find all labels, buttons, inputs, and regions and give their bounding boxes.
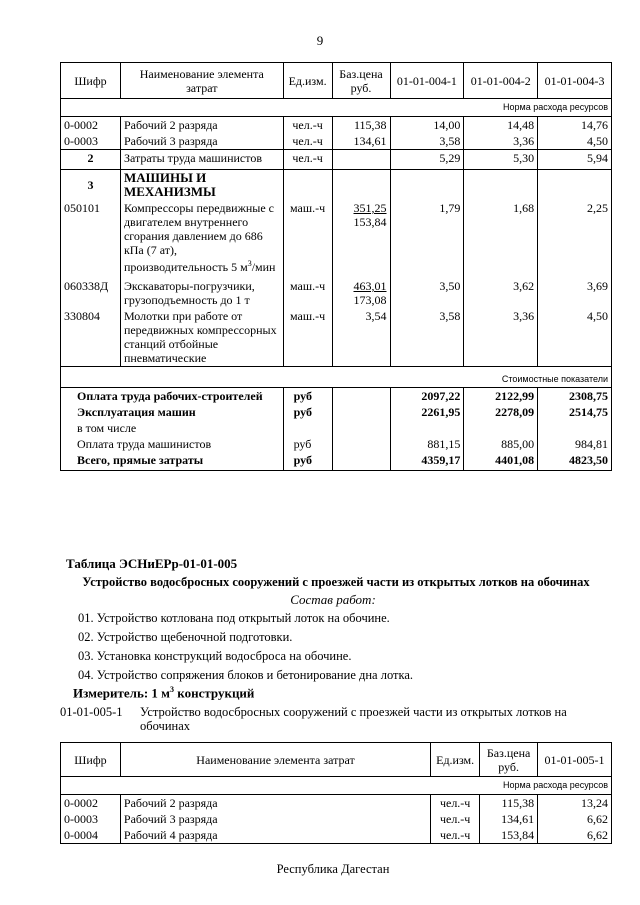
cost-row: Оплата труда рабочих-строителей руб 2097,22 2122,99 2308,75	[61, 388, 612, 405]
cost-row: Эксплуатация машин руб 2261,95 2278,09 2514,75	[61, 404, 612, 420]
table-row: 2 Затраты труда машинистов чел.-ч 5,29 5,30 5,94	[61, 150, 612, 170]
table-header-row	[61, 63, 612, 99]
cost-row: Оплата труда машинистов руб 881,15 885,00 984,81	[61, 436, 612, 452]
meter-line: Измеритель: 1 $м^3$ конструкций	[73, 685, 255, 701]
table-row: 0-0004 Рабочий 4 разряда чел.-ч 153,84 6,62	[61, 827, 612, 844]
header-price: Баз.цена руб.	[480, 743, 538, 777]
table-row: 330804 Молотки при работе от передвижных компрессорных станций отбойные пневматические маш.-ч 3,54 3,58 3,36 4,50	[61, 308, 612, 367]
header-price: Баз.цена руб.	[332, 63, 390, 99]
header-col3: 01-01-004-3	[538, 63, 612, 99]
table-row: 0-0002 Рабочий 2 разряда чел.-ч 115,38 13,24	[61, 795, 612, 812]
header-unit: Ед.изм.	[283, 63, 332, 99]
work-item: 04. Устройство сопряжения блоков и бетонирование дна лотка.	[78, 668, 414, 682]
work-item: 03. Установка конструкций водосброса на обочине.	[78, 649, 352, 663]
work-item: 02. Устройство щебеночной подготовки.	[78, 630, 293, 644]
norm-label: Норма расхода ресурсов	[61, 777, 612, 795]
section-heading: Устройство водосбросных сооружений с проезжей части из открытых лотков на обочинах	[82, 575, 590, 589]
cost-label: Стоимостные показатели	[61, 367, 612, 388]
table-row: 060338Д Экскаваторы-погрузчики, грузоподъемность до 1 т маш.-ч 463,01 173,08 3,50 3,62 3,69	[61, 275, 612, 308]
header-code: Шифр	[61, 743, 121, 777]
code-item-text: Устройство водосбросных сооружений с проезжей части из открытых лотков на обочинах	[140, 705, 567, 733]
cost-row: в том числе	[61, 420, 612, 436]
norm-label: Норма расхода ресурсов	[61, 99, 612, 117]
table-row: 3 МАШИНЫ И МЕХАНИЗМЫ	[61, 170, 612, 201]
cost-row: Всего, прямые затраты руб 4359,17 4401,08 4823,50	[61, 452, 612, 471]
header-code: Шифр	[61, 63, 121, 99]
code-item: 01-01-005-1	[60, 705, 123, 719]
resource-table-1	[60, 62, 612, 471]
page-number: 9	[316, 33, 324, 48]
table-row: 0-0003 Рабочий 3 разряда чел.-ч 134,61 3,58 3,36 4,50	[61, 133, 612, 150]
work-item: 01. Устройство котлована под открытый лоток на обочине.	[78, 611, 390, 625]
table-header-row	[61, 743, 612, 777]
resource-table-2	[60, 742, 612, 844]
table-row: 0-0002 Рабочий 2 разряда чел.-ч 115,38 14,00 14,48 14,76	[61, 117, 612, 134]
footer-region: Республика Дагестан	[276, 862, 390, 876]
header-name: Наименование элемента затрат	[120, 743, 430, 777]
header-col2: 01-01-004-2	[464, 63, 538, 99]
header-col1: 01-01-004-1	[390, 63, 464, 99]
table-title: Таблица ЭСНиЕРр-01-01-005	[66, 556, 238, 571]
table-row: 050101 Компрессоры передвижные с двигателем внутреннего сгорания давлением до 686 кПа (7 ат), производительность 5 $м^3$/мин маш.-ч 351,25 153,84 1,79 1,68 2,25	[61, 200, 612, 275]
header-col1: 01-01-005-1	[538, 743, 612, 777]
header-unit: Ед.изм.	[431, 743, 480, 777]
header-name: Наименование элемента затрат	[120, 63, 283, 99]
composition-title: Состав работ:	[290, 592, 376, 607]
table-row: 0-0003 Рабочий 3 разряда чел.-ч 134,61 6,62	[61, 811, 612, 827]
